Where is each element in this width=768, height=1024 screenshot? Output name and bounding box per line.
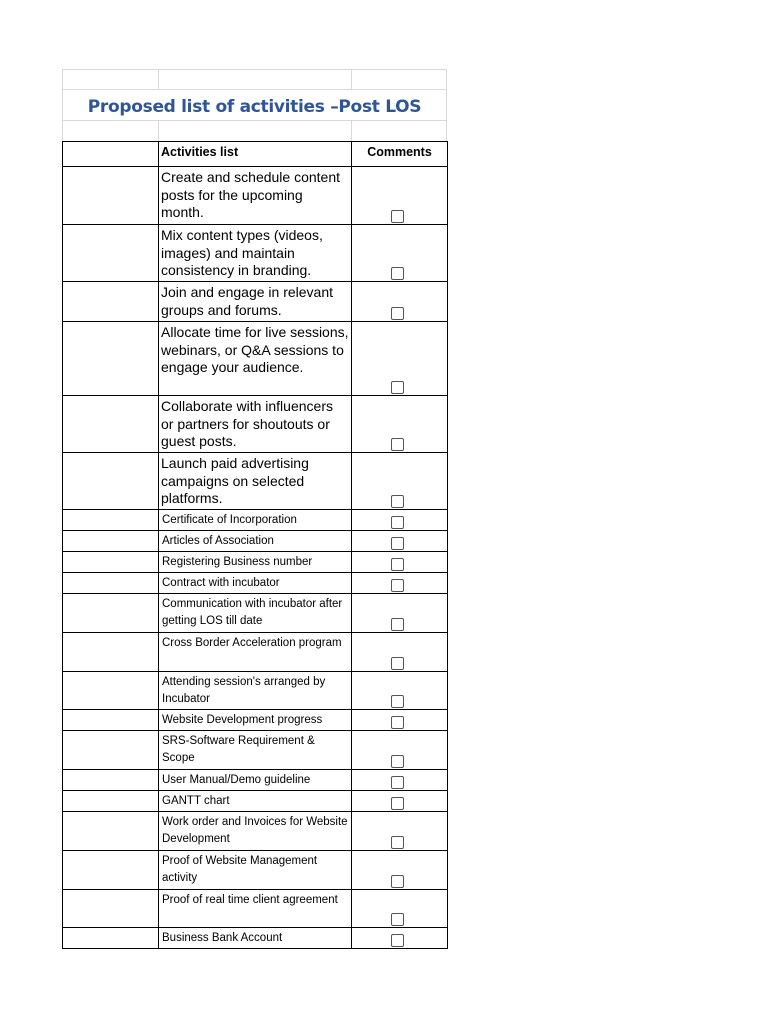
checkbox[interactable] [391,579,404,592]
activity-label: Proof of Website Management activity [159,851,352,890]
comments-cell [352,770,448,791]
activity-label: GANTT chart [159,791,352,812]
comments-cell [352,890,448,928]
table-row [63,851,448,890]
table-row [63,812,448,851]
row-blank-cell [63,710,159,731]
row-blank-cell [63,791,159,812]
row-blank-cell [63,453,159,510]
activities-table [62,141,448,949]
checkbox[interactable] [391,934,404,947]
activity-label: Business Bank Account [159,928,352,949]
activity-label: Website Development progress [159,710,352,731]
page-title: Proposed list of activities –Post LOS [87,97,422,117]
checkbox[interactable] [391,797,404,810]
checkbox[interactable] [391,495,404,508]
row-blank-cell [63,928,159,949]
comments-cell [352,552,448,573]
checkbox[interactable] [391,267,404,280]
spreadsheet [62,69,447,949]
comments-cell [352,322,448,396]
activity-label: Allocate time for live sessions, webinars, or Q&A sessions to engage your audience. [159,322,352,396]
activity-label: Cross Border Acceleration program [159,633,352,672]
comments-cell [352,282,448,322]
row-blank-cell [63,322,159,396]
row-blank-cell [63,573,159,594]
row-blank-cell [63,731,159,770]
row-blank-cell [63,510,159,531]
row-blank-cell [63,851,159,890]
checkbox[interactable] [391,381,404,394]
activity-label: Launch paid advertising campaigns on selected platforms. [159,453,352,510]
table-row [63,510,448,531]
table-header-row [63,142,448,167]
comments-cell [352,672,448,710]
comments-cell [352,510,448,531]
table-row [63,531,448,552]
activity-label: Proof of real time client agreement [159,890,352,928]
checkbox[interactable] [391,695,404,708]
row-blank-cell [63,672,159,710]
checkbox[interactable] [391,875,404,888]
row-blank-cell [63,594,159,633]
table-row [63,167,448,225]
checkbox[interactable] [391,558,404,571]
table-row [63,573,448,594]
header-comments: Comments [352,142,448,167]
activity-label: Create and schedule content posts for the upcoming month. [159,167,352,225]
row-blank-cell [63,812,159,851]
comments-cell [352,594,448,633]
checkbox[interactable] [391,755,404,768]
checkbox[interactable] [391,657,404,670]
table-row [63,552,448,573]
comments-cell [352,453,448,510]
checkbox[interactable] [391,307,404,320]
row-blank-cell [63,890,159,928]
activity-label: Work order and Invoices for Website Development [159,812,352,851]
row-blank-cell [63,167,159,225]
table-row [63,633,448,672]
activity-label: Join and engage in relevant groups and forums. [159,282,352,322]
row-blank-cell [63,396,159,453]
activity-label: Registering Business number [159,552,352,573]
activity-label: Certificate of Incorporation [159,510,352,531]
comments-cell [352,225,448,282]
activity-label: Articles of Association [159,531,352,552]
row-blank-cell [63,633,159,672]
table-row [63,225,448,282]
comments-cell [352,710,448,731]
table-row [63,928,448,949]
checkbox[interactable] [391,210,404,223]
table-row [63,791,448,812]
header-cell-blank [63,142,159,167]
comments-cell [352,791,448,812]
checkbox[interactable] [391,836,404,849]
checkbox[interactable] [391,618,404,631]
header-activities-list: Activities list [159,142,352,167]
checkbox[interactable] [391,913,404,926]
row-blank-cell [63,531,159,552]
comments-cell [352,928,448,949]
checkbox[interactable] [391,438,404,451]
checkbox[interactable] [391,516,404,529]
table-row [63,710,448,731]
activity-label: Attending session's arranged by Incubator [159,672,352,710]
activity-label: SRS-Software Requirement & Scope [159,731,352,770]
comments-cell [352,633,448,672]
comments-cell [352,396,448,453]
table-row [63,453,448,510]
sheet-header-area [62,69,447,141]
comments-cell [352,851,448,890]
activity-label: User Manual/Demo guideline [159,770,352,791]
activity-label: Communication with incubator after getting LOS till date [159,594,352,633]
comments-cell [352,531,448,552]
row-blank-cell [63,282,159,322]
table-row [63,731,448,770]
table-row [63,396,448,453]
activity-label: Collaborate with influencers or partners for shoutouts or guest posts. [159,396,352,453]
table-row [63,322,448,396]
table-row [63,672,448,710]
comments-cell [352,167,448,225]
row-blank-cell [63,552,159,573]
table-row [63,594,448,633]
activity-label: Contract with incubator [159,573,352,594]
comments-cell [352,731,448,770]
activity-label: Mix content types (videos, images) and maintain consistency in branding. [159,225,352,282]
checkbox[interactable] [391,537,404,550]
table-row [63,282,448,322]
checkbox[interactable] [391,716,404,729]
table-row [63,890,448,928]
comments-cell [352,573,448,594]
row-blank-cell [63,225,159,282]
checkbox[interactable] [391,776,404,789]
comments-cell [352,812,448,851]
table-row [63,770,448,791]
row-blank-cell [63,770,159,791]
